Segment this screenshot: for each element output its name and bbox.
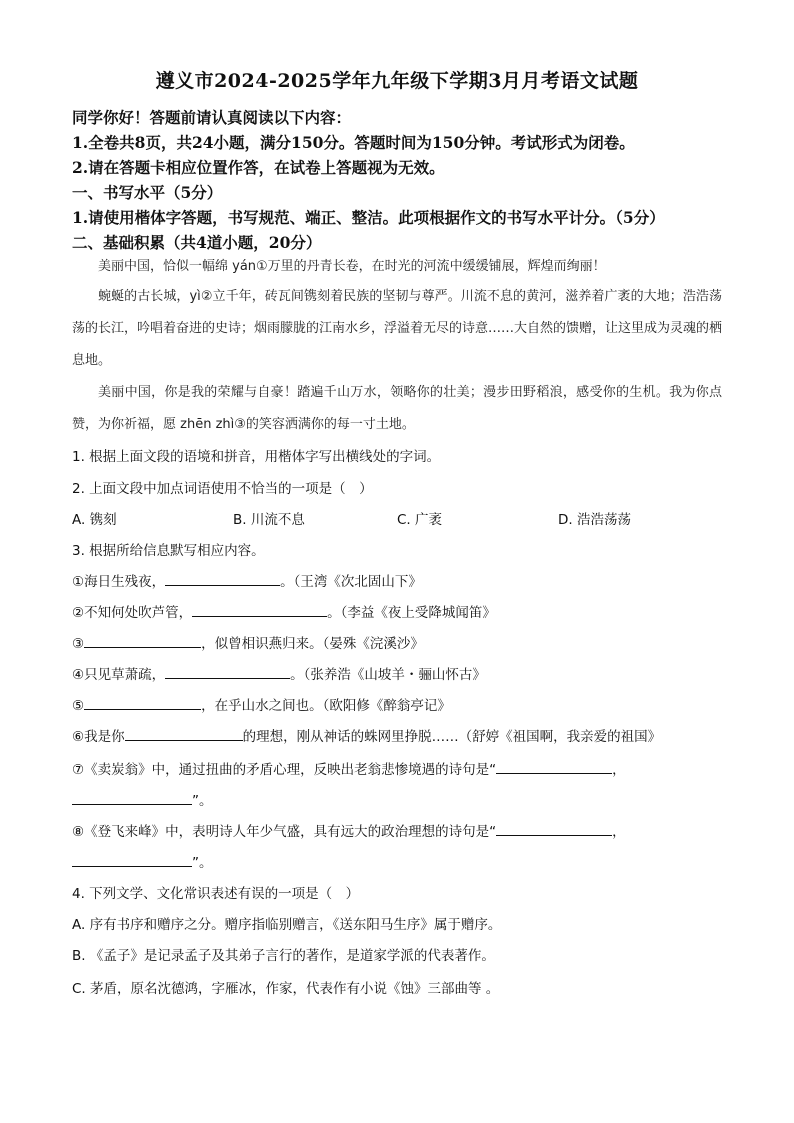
rule-2: 2.请在答题卡相应位置作答，在试卷上答题视为无效。 (72, 158, 445, 177)
answer-blank[interactable] (72, 790, 192, 805)
question-3-item-7: ⑦《卖炭翁》中，通过扭曲的矛盾心理，反映出老翁悲惨境遇的诗句是“ ， (72, 758, 626, 778)
question-2-option-a: A. 镌刻 (72, 512, 117, 528)
exam-title: 遵义市2024-2025学年九年级下学期3月月考语文试题 (155, 70, 639, 92)
question-3-item-5: ⑤ ，在乎山水之间也。（欧阳修《醉翁亭记》 (72, 694, 451, 714)
answer-blank[interactable] (84, 633, 201, 648)
passage-paragraph-2: 蜿蜒的古长城，yì②立千年，砖瓦间镌刻着民族的坚韧与尊严。川流不息的黄河，滋养着广袤的大地；浩浩荡荡的长江，吟唱着奋进的史诗；烟雨朦胧的江南水乡，浮溢着无尽的诗意……大自然的馈赠，让这里成为灵魂的栖息地。 (72, 289, 723, 368)
answer-blank[interactable] (72, 852, 192, 867)
question-4-option-a: A. 序有书序和赠序之分。赠序指临别赠言，《送东阳马生序》属于赠序。 (72, 917, 502, 933)
passage-paragraph-3: 美丽中国，你是我的荣耀与自豪！踏遍千山万水，领略你的壮美；漫步田野稻浪，感受你的生机。我为你点赞，为你祈福，愿 zhēn zhì③的笑容洒满你的每一寸土地。 (72, 385, 722, 432)
question-3-item-4: ④只见草萧疏， 。（张养浩《山坡羊・骊山怀古》 (72, 663, 486, 683)
question-3-stem: 3. 根据所给信息默写相应内容。 (72, 543, 265, 559)
question-2-stem: 2. 上面文段中加点词语使用不恰当的一项是（ ） (72, 481, 373, 497)
greeting: 同学你好！答题前请认真阅读以下内容： (72, 108, 352, 127)
question-3-item-8-line-2: ”。 (72, 851, 213, 871)
question-3-item-2: ②不知何处吹芦管， 。（李益《夜上受降城闻笛》 (72, 601, 496, 621)
question-3-item-8: ⑧《登飞来峰》中，表明诗人年少气盛，具有远大的政治理想的诗句是“ ， (72, 820, 626, 840)
answer-blank[interactable] (125, 726, 243, 741)
question-1: 1. 根据上面文段的语境和拼音，用楷体字写出横线处的字词。 (72, 449, 441, 465)
question-4-option-b: B. 《孟子》是记录孟子及其弟子言行的著作，是道家学派的代表著作。 (72, 948, 495, 964)
question-3-item-7-line-2: ”。 (72, 789, 213, 809)
question-2-option-b: B. 川流不息 (233, 512, 305, 528)
passage-paragraph-1: 美丽中国，恰似一幅绵 yán①万里的丹青长卷，在时光的河流中缓缓铺展，辉煌而绚丽！ (98, 259, 606, 274)
section-1-text: 1.请使用楷体字答题，书写规范、端正、整洁。此项根据作文的书写水平计分。（5分） (72, 208, 665, 227)
answer-blank[interactable] (84, 695, 201, 710)
answer-blank[interactable] (165, 664, 290, 679)
rule-1: 1.全卷共8页，共24小题，满分150分。答题时间为150分钟。考试形式为闭卷。 (72, 133, 635, 152)
question-4-stem: 4. 下列文学、文化常识表述有误的一项是（ ） (72, 886, 360, 902)
question-3-item-3: ③ ，似曾相识燕归来。（晏殊《浣溪沙》 (72, 632, 424, 652)
question-3-item-6: ⑥我是你 的理想，刚从神话的蛛网里挣脱……（舒婷《祖国啊，我亲爱的祖国》 (72, 725, 661, 745)
question-2-option-c: C. 广袤 (397, 512, 443, 528)
question-2-option-d: D. 浩浩荡荡 (558, 512, 631, 528)
answer-blank[interactable] (165, 571, 280, 586)
section-2-heading: 二、基础积累（共4道小题，20分） (72, 233, 322, 252)
answer-blank[interactable] (192, 602, 327, 617)
question-3-item-1: ①海日生残夜， 。（王湾《次北固山下》 (72, 570, 422, 590)
answer-blank[interactable] (496, 821, 612, 836)
question-4-option-c: C. 茅盾，原名沈德鸿，字雁冰，作家，代表作有小说《蚀》三部曲等 。 (72, 981, 500, 997)
answer-blank[interactable] (496, 759, 612, 774)
section-1-heading: 一、书写水平（5分） (72, 183, 223, 202)
